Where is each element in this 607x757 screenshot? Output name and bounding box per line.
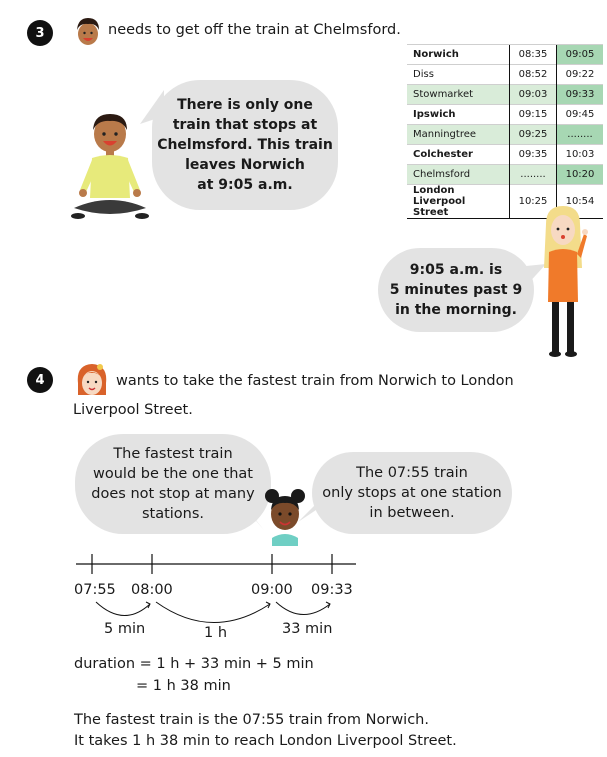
table-row [407,145,603,165]
time-cell-highlight: 10:20 [557,165,604,185]
speech-line: The fastest train [113,446,233,462]
table-row [407,105,603,125]
time-cell: 09:15 [510,105,557,125]
station-cell: Diss [407,65,510,85]
tick-label: 07:55 [74,582,116,598]
time-cell: 09:03 [510,85,557,105]
speech-line: would be the one that [93,466,253,482]
station-cell [407,185,510,219]
time-cell: ........ [510,165,557,185]
speech-line: in the morning. [395,302,517,318]
interval-label: 33 min [282,621,333,637]
time-cell-highlight: 09:05 [557,45,604,65]
speech-line: Chelmsford. This train [157,137,333,153]
conclusion-line-1: The fastest train is the 07:55 train from Norwich. [74,712,429,728]
question-number-4: 4 [27,367,53,393]
interval-label: 5 min [104,621,146,637]
time-cell: 08:52 [510,65,557,85]
time-cell: 10:25 [510,185,557,219]
interval-arrow [156,602,270,623]
question-number-3: 3 [27,20,53,46]
girl-standing-illustration [538,204,588,358]
table-row [407,165,603,185]
speech-line: There is only one [177,97,313,113]
speech-line: The 07:55 train [356,465,468,481]
tick-label: 08:00 [131,582,173,598]
q4-statement-line1: wants to take the fastest train from Norwich to London [116,373,514,389]
time-cell: 09:45 [557,105,604,125]
conclusion-line-2: It takes 1 h 38 min to reach London Liverpool Street. [74,733,457,749]
time-cell: 09:22 [557,65,604,85]
time-cell-highlight: 09:33 [557,85,604,105]
time-cell: 09:25 [510,125,557,145]
interval-arrow [96,602,150,616]
girl-head-icon [74,361,110,399]
interval-arrow [276,602,330,615]
interval-label: 1 h [204,625,228,641]
tick-label: 09:33 [311,582,353,598]
station-cell: Chelmsford [407,165,510,185]
boy-head-icon [74,15,102,49]
table-row [407,65,603,85]
boy-sitting-illustration [70,108,150,224]
station-cell: Colchester [407,145,510,165]
speech-line: stations. [141,506,205,522]
time-cell: 09:35 [510,145,557,165]
q4-statement-line2: Liverpool Street. [73,402,193,418]
right-speech-bubble [312,452,512,534]
bubble-tail [238,500,264,534]
station-cell: Manningtree [407,125,510,145]
speech-line: 5 minutes past 9 [389,282,523,298]
station-cell: Norwich [407,45,510,65]
station-line: London [413,185,455,196]
speech-line: only stops at one station [322,485,502,501]
time-cell: 08:35 [510,45,557,65]
q3-statement: needs to get off the train at Chelmsford. [108,22,401,38]
girl-speech-bubble [378,248,534,332]
timetable-table [407,44,603,219]
speech-line: in between. [369,505,455,521]
station-cell: Ipswich [407,105,510,125]
table-row [407,125,603,145]
speech-line: train that stops at [172,117,318,133]
table-row [407,45,603,65]
tick-label: 09:00 [251,582,293,598]
girl-buns-illustration [262,486,308,546]
time-cell: 10:54 [557,185,604,219]
boy-speech-bubble [152,80,338,210]
timetable [407,44,603,219]
time-cell-highlight: ........ [557,125,604,145]
speech-line: does not stop at many [91,486,255,502]
table-row [407,85,603,105]
working-line-1: duration = 1 h + 33 min + 5 min [74,656,314,672]
time-cell: 10:03 [557,145,604,165]
working-line-2: = 1 h 38 min [136,678,231,694]
station-line: Liverpool Street [413,196,466,218]
speech-line: leaves Norwich [185,157,305,173]
speech-line: at 9:05 a.m. [197,177,293,193]
station-cell: Stowmarket [407,85,510,105]
speech-line: 9:05 a.m. is [409,262,503,278]
